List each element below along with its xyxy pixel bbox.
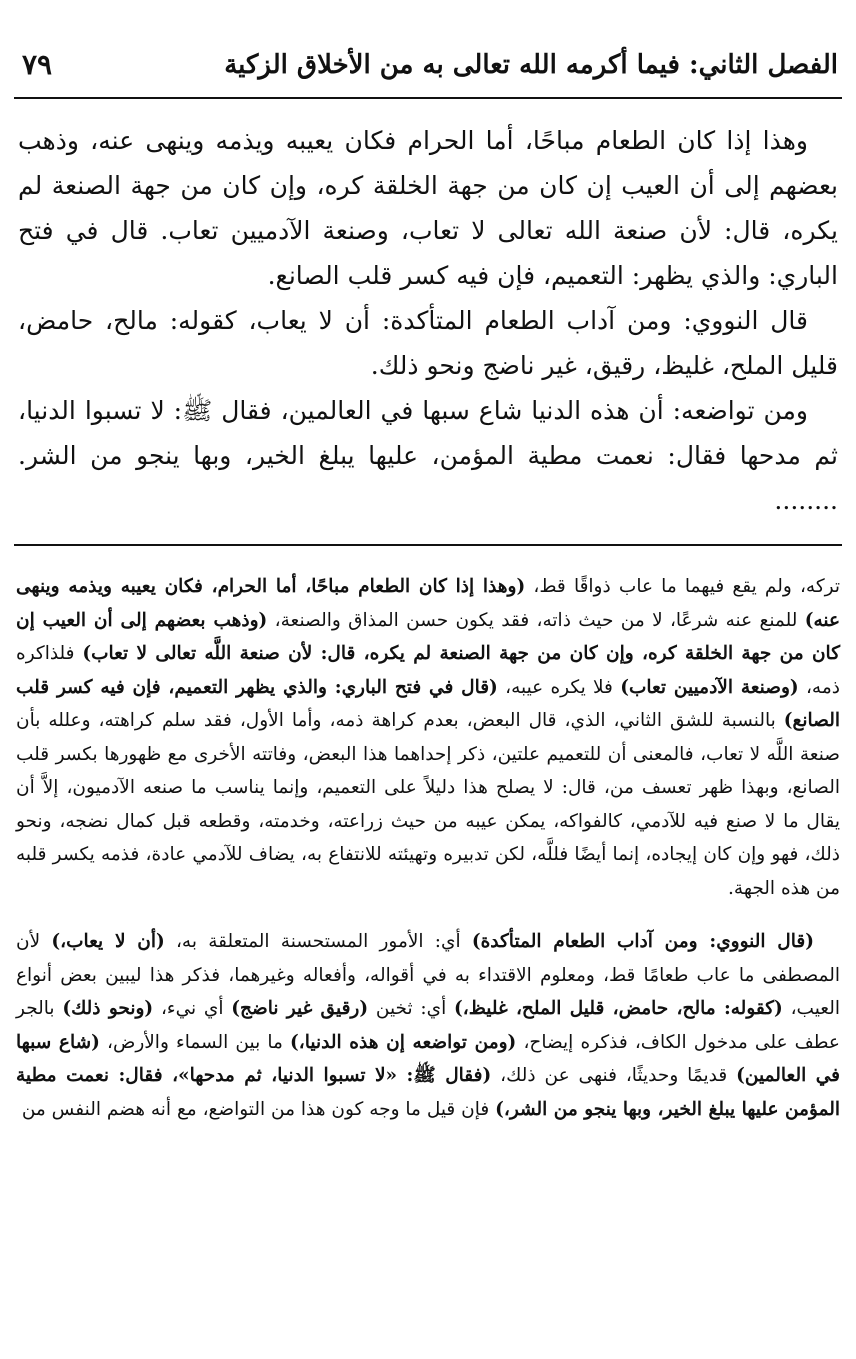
main-paragraph: قال النووي: ومن آداب الطعام المتأكدة: أن لا يعاب، كقوله: مالح، حامض، قليل الملح، غليظ، رقيق، غير ناضج ونحو ذلك. [18,306,838,380]
quoted-text: (قال في فتح الباري: والذي يظهر التعميم، فإن فيه كسر قلب الصانع) [16,676,840,731]
commentary-text: فإن قيل ما وجه كون هذا من التواضع، مع أنه هضم النفس من [21,1098,490,1120]
header-divider [14,97,842,99]
quoted-text: (أن لا يعاب،) [51,931,165,952]
quoted-text: (ونحو ذلك) [62,998,154,1019]
quoted-text: (وصنعة الآدميين تعاب) [620,676,799,698]
commentary-text: بالنسبة للشق الثاني، الذي، قال البعض، بعدم كراهة ذمه، وأما الأول، فقد سلم كراهته، وعلله بأن صنعة اللَّه لا تعاب، فالمعنى أن للتعميم علتين، ذكر إحداهما هذا البعض، وفاتته الأخرى مع ظهورها بكسر قلب الصانع، وبهذا ظهر تعسف من، قال: لا يصلح هذا دليلاً على التعميم، وإنما يناسب ما صنعه الآدميون، إلاَّ أن يقال ما لا صنع فيه للآدمي، كالفواكه، يمكن عيبه من حيث زراعته، وخدمته، وقطعه قبل كمال نضجه، ونحو ذلك، فهو وإن كان إيجاده، إنما أيضًا فللَّه، لكن تدبيره وتهيئته للانتفاع به، يضاف للآدمي عادة، فذمه يكسر قلبه من هذه الجهة. [16,710,840,899]
commentary-text: أي نيء، [160,998,224,1019]
commentary-text: لأن المصطفى ما عاب طعامًا قط، ومعلوم الاقتداء به في أقواله، وأفعاله وغيرهما، فذكر هذا ليبين بعض أنواع العيب، [16,931,840,1019]
commentary-text: قديمًا وحديثًا، فنهى عن ذلك، [500,1065,728,1086]
commentary-text: فلذاكره ذمه، [16,643,840,698]
commentary-text: ما بين السماء والأرض، [106,1031,283,1053]
quoted-text: (قال النووي: ومن آداب الطعام المتأكدة) [471,931,814,952]
running-header [16,44,842,96]
commentary-text: فلا يكره عيبه، [505,676,613,698]
main-paragraph: ومن تواضعه: أن هذه الدنيا شاع سبها في العالمين، فقال ﷺ: لا تسبوا الدنيا، ثم مدحها فقال: نعمت مطية المؤمن، عليها يبلغ الخير، وبها ينجو من الشر. ........ [18,396,838,515]
quoted-text: (ومن تواضعه إن هذه الدنيا،) [290,1031,517,1053]
commentary-paragraph [16,570,840,905]
quoted-text: (شاع سبها في العالمين) [16,1031,840,1086]
commentary-paragraph [16,925,840,1126]
commentary-text: للمنع عنه شرعًا، لا من حيث ذاته، فقد يكون حسن المذاق والصنعة، [274,609,798,631]
commentary-text: بالجر عطف على مدخول الكاف، فذكره إيضاح، [16,998,840,1053]
quoted-text: (كقوله: مالح، حامض، قليل الملح، غليظ،) [453,998,783,1019]
section-divider [14,544,842,546]
main-paragraph: وهذا إذا كان الطعام مباحًا، أما الحرام فكان يعيبه ويذمه وينهى عنه، وذهب بعضهم إلى أن العيب إن كان من جهة الخلقة كره، وإن كان من جهة الصنعة لم يكره، قال: لأن صنعة الله تعالى لا تعاب، وصنعة الآدميين تعاب. قال في فتح الباري: والذي يظهر: التعميم، فإن فيه كسر قلب الصانع. [18,126,838,290]
quoted-text: (رقيق غير ناضج) [231,998,369,1019]
quoted-text: (وذهب بعضهم إلى أن العيب إن كان من جهة الخلقة كره، وإن كان من جهة الصنعة لم يكره، قال: لأن صنعة اللَّه تعالى لا تعاب) [16,609,840,664]
commentary [16,570,840,1126]
commentary-text: أي: الأمور المستحسنة المتعلقة به، [175,931,461,952]
commentary-text: تركه، ولم يقع فيهما ما عاب ذواقًا قط، [533,576,841,597]
quoted-text: (وهذا إذا كان الطعام مباحًا، أما الحرام، فكان يعيبه ويذمه وينهى عنه) [16,576,840,631]
main-text [18,118,838,523]
commentary-text: أي: ثخين [375,998,447,1019]
chapter-title: الفصل الثاني: فيما أكرمه الله تعالى به من الأخلاق الزكية [224,50,838,80]
page-number: ٧٩ [22,48,53,81]
quoted-text: (فقال ﷺ: «لا تسبوا الدنيا، ثم مدحها»، فقال: نعمت مطية المؤمن عليها يبلغ الخير، وبها ينجو من الشر،) [16,1065,840,1120]
